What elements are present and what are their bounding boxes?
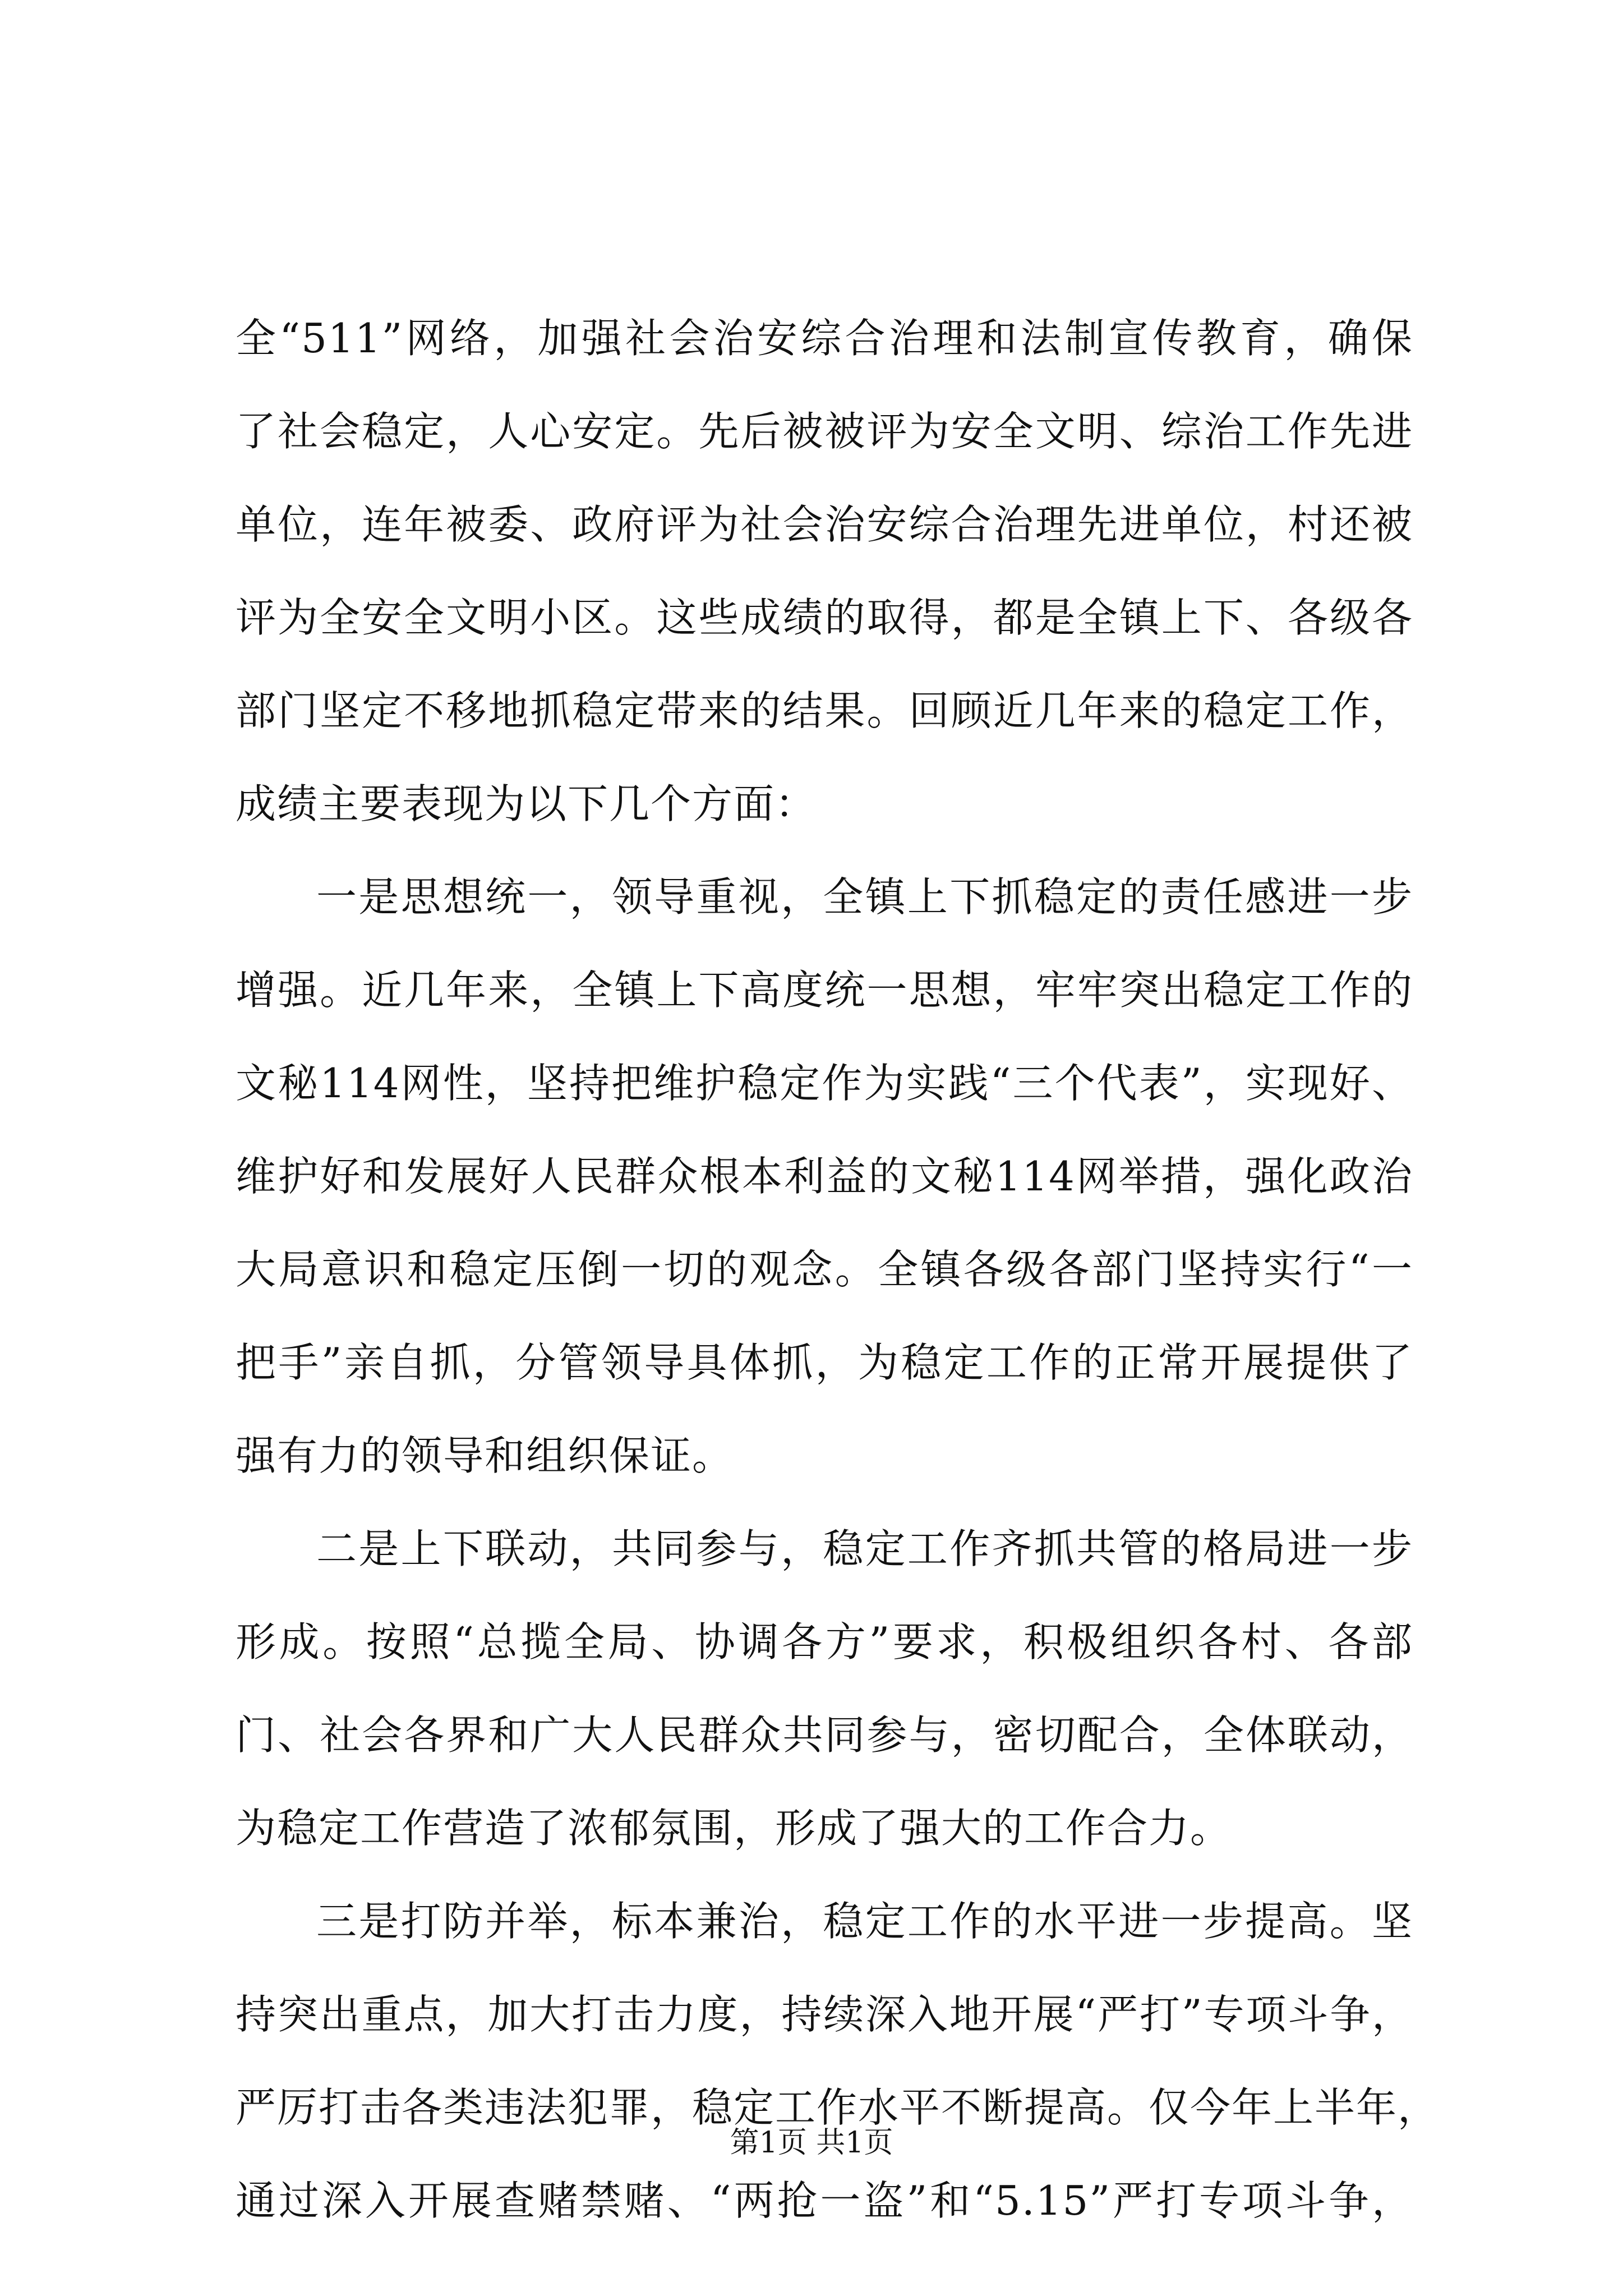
text-line: 为稳定工作营造了浓郁氛围，形成了强大的工作合力。 <box>236 1805 1232 1852</box>
text-line: 了社会稳定，人心安定。先后被被评为安全文明、综治工作先进 <box>236 408 1413 455</box>
text-line: 严厉打击各类违法犯罪，稳定工作水平不断提高。仅今年上半年， <box>236 2084 1440 2131</box>
page-footer <box>0 2123 1623 2162</box>
text-line: 维护好和发展好人民群众根本利益的文秘114网举措，强化政治 <box>236 1153 1413 1200</box>
text-line: 文秘114网性，坚持把维护稳定作为实践“三个代表”，实现好、 <box>236 1060 1413 1107</box>
text-line: 持突出重点，加大打击力度，持续深入地开展“严打”专项斗争， <box>236 1991 1413 2038</box>
page-number-label: 第1页 共1页 <box>730 2126 893 2160</box>
text-line: 二是上下联动，共同参与，稳定工作齐抓共管的格局进一步 <box>316 1525 1413 1572</box>
text-line: 部门坚定不移地抓稳定带来的结果。回顾近几年来的稳定工作， <box>236 687 1413 734</box>
text-line: 形成。按照“总揽全局、协调各方”要求，积极组织各村、各部 <box>236 1618 1413 1665</box>
paragraph-1 <box>236 292 1413 850</box>
document-body <box>236 292 1440 2247</box>
text-line: 强有力的领导和组织保证。 <box>236 1432 734 1479</box>
text-line: 通过深入开展查赌禁赌、“两抢一盗”和“5.15”严打专项斗争， <box>236 2177 1413 2224</box>
text-line: 增强。近几年来，全镇上下高度统一思想，牢牢突出稳定工作的 <box>236 967 1413 1014</box>
text-line: 评为全安全文明小区。这些成绩的取得，都是全镇上下、各级各 <box>236 594 1413 641</box>
text-line: 单位，连年被委、政府评为社会治安综合治理先进单位，村还被 <box>236 501 1413 548</box>
text-line: 一是思想统一，领导重视，全镇上下抓稳定的责任感进一步 <box>316 873 1413 921</box>
text-line: 全“511”网络，加强社会治安综合治理和法制宣传教育，确保 <box>236 315 1413 362</box>
text-line: 三是打防并举，标本兼治，稳定工作的水平进一步提高。坚 <box>316 1898 1413 1945</box>
text-line: 门、社会各界和广大人民群众共同参与，密切配合，全体联动， <box>236 1711 1413 1759</box>
paragraph-3 <box>236 1502 1413 1875</box>
paragraph-4 <box>236 1875 1440 2247</box>
paragraph-2 <box>236 850 1413 1502</box>
text-line: 把手”亲自抓，分管领导具体抓，为稳定工作的正常开展提供了 <box>236 1339 1413 1386</box>
text-line: 成绩主要表现为以下几个方面： <box>236 780 817 827</box>
text-line: 大局意识和稳定压倒一切的观念。全镇各级各部门坚持实行“一 <box>236 1246 1413 1293</box>
